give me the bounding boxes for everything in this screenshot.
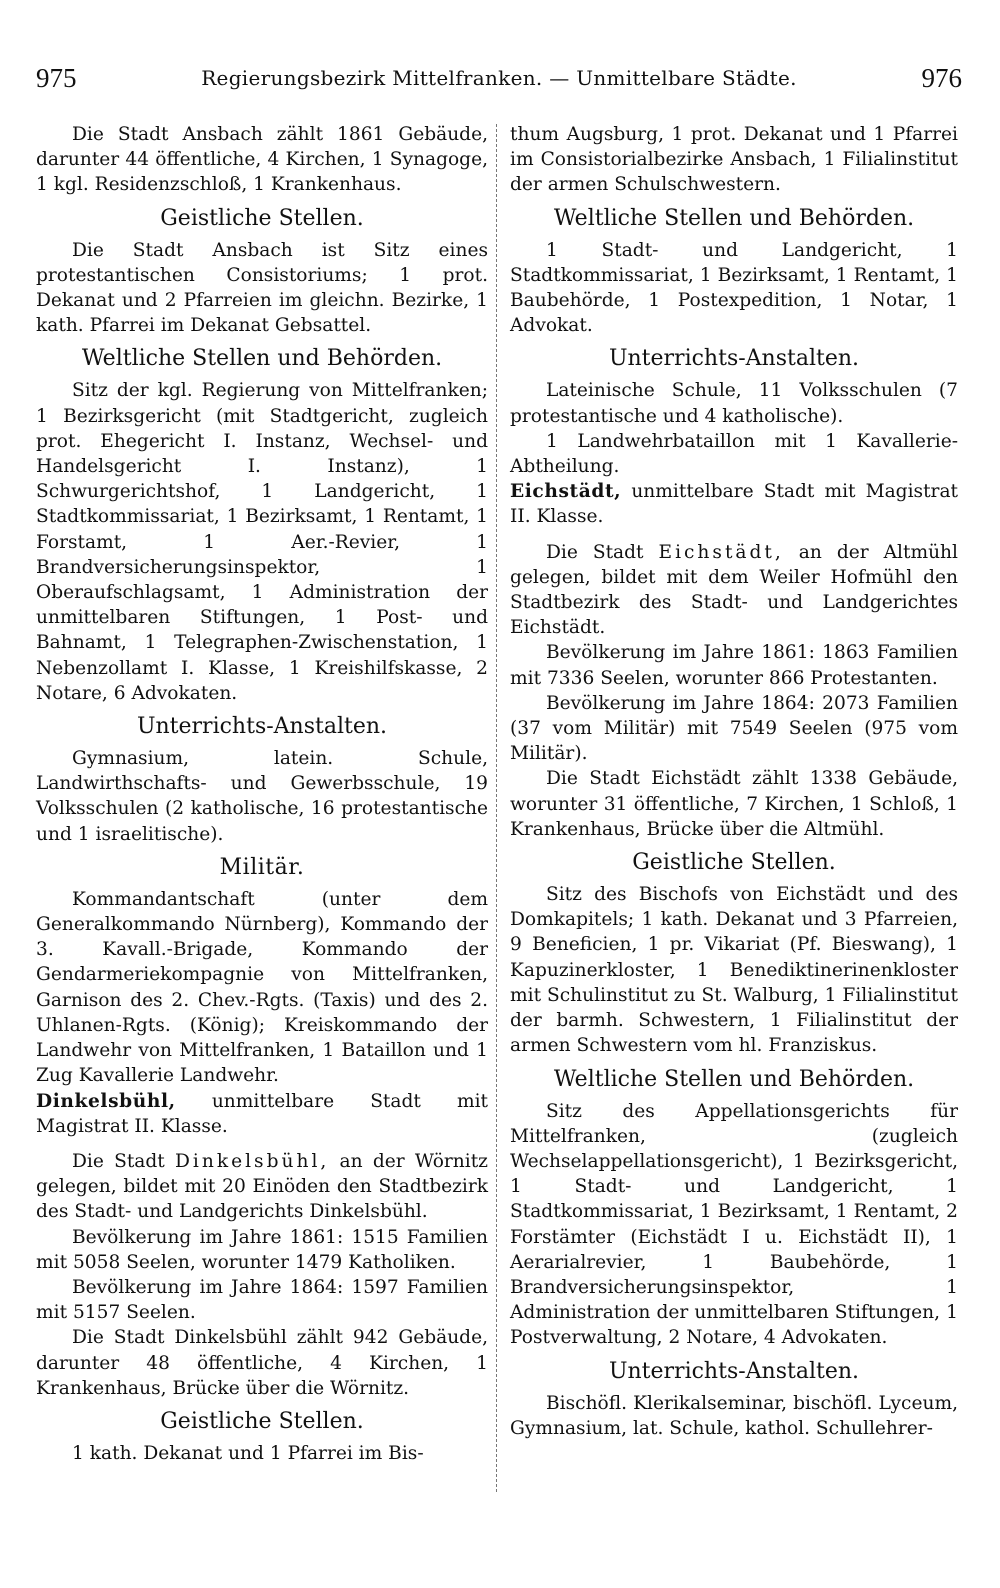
intro-place-spaced: Dinkelsbühl, bbox=[175, 1150, 330, 1172]
paragraph-ansbach-unterricht: Gymnasium, latein. Schule, Landwirthschafts- und Gewerbsschule, 19 Volksschulen (2 katholische, 16 protestantische und 1 israelitische). bbox=[36, 748, 488, 845]
paragraph-dinkelsbuehl-militaer: 1 Landwehrbataillon mit 1 Kavallerie-Abtheilung. bbox=[510, 430, 958, 478]
place-name-eichstaett: Eichstädt, bbox=[510, 481, 622, 503]
page-header bbox=[36, 58, 962, 98]
entry-dinkelsbuehl bbox=[36, 1089, 488, 1139]
intro-text-rest: an der Altmühl gelegen, bildet mit dem Weiler Hofmühl den Stadtbezirk des Stadt- und Landgerichtes Eichstädt. bbox=[510, 541, 958, 639]
paragraph-dinkelsbuehl-buildings: Die Stadt Dinkelsbühl zählt 942 Gebäude, darunter 48 öffentliche, 4 Kirchen, 1 Krankenhaus, Brücke über die Wörnitz. bbox=[36, 1327, 488, 1399]
page-number-left: 975 bbox=[36, 62, 77, 93]
paragraph-dinkelsbuehl-intro bbox=[36, 1149, 488, 1225]
paragraph-eichstaett-weltliche: Sitz des Appellationsgerichts für Mittelfranken, (zugleich Wechselappellationsgericht), 1 Bezirksgericht, 1 Stadt- und Landgericht, 1 Stadtkommissariat, 1 Bezirksamt, 1 Rentamt, 2 Forstämter (Eichstädt I u. Eichstädt II), 1 Aerarialrevier, 1 Baubehörde, 1 Brandversicherungsinspektor, 1 Administration der unmittelbaren Stiftungen, 1 Postverwaltung, 2 Notare, 4 Advokaten. bbox=[510, 1100, 958, 1349]
paragraph-dinkelsbuehl-pop-1864: Bevölkerung im Jahre 1864: 1597 Familien mit 5157 Seelen. bbox=[36, 1276, 488, 1324]
paragraph-ansbach-buildings: Die Stadt Ansbach zählt 1861 Gebäude, darunter 44 öffentliche, 4 Kirchen, 1 Synagoge, 1 kgl. Residenzschloß, 1 Krankenhaus. bbox=[36, 124, 488, 196]
paragraph-dinkelsbuehl-pop-1861: Bevölkerung im Jahre 1861: 1515 Familien mit 5058 Seelen, worunter 1479 Katholiken. bbox=[36, 1226, 488, 1273]
paragraph-eichstaett-pop-1861: Bevölkerung im Jahre 1861: 1863 Familien mit 7336 Seelen, worunter 866 Protestanten. bbox=[510, 642, 958, 689]
intro-text: Die Stadt bbox=[72, 1150, 165, 1172]
paragraph-dinkelsbuehl-geistliche-cont: thum Augsburg, 1 prot. Dekanat und 1 Pfarrei im Consistorialbezirke Ansbach, 1 Filialinstitut der armen Schulschwestern. bbox=[510, 124, 958, 196]
intro-place-spaced: Eichstädt, bbox=[658, 541, 784, 563]
spacer bbox=[510, 530, 958, 540]
section-heading-weltliche: Weltliche Stellen und Behörden. bbox=[553, 1066, 915, 1092]
column-divider bbox=[496, 124, 497, 1492]
section-heading-unterricht: Unterrichts-Anstalten. bbox=[608, 1358, 860, 1384]
left-column bbox=[36, 122, 488, 1466]
section-heading-geistliche: Geistliche Stellen. bbox=[160, 1408, 364, 1434]
section-heading-militaer: Militär. bbox=[219, 854, 305, 880]
paragraph-eichstaett-intro bbox=[510, 540, 958, 641]
section-heading-geistliche: Geistliche Stellen. bbox=[160, 205, 364, 231]
paragraph-eichstaett-buildings: Die Stadt Eichstädt zählt 1338 Gebäude, worunter 31 öffentliche, 7 Kirchen, 1 Schloß, 1 Krankenhaus, Brücke über die Altmühl. bbox=[510, 768, 958, 840]
section-heading-weltliche: Weltliche Stellen und Behörden. bbox=[553, 205, 915, 231]
paragraph-ansbach-weltliche: Sitz der kgl. Regierung von Mittelfranken; 1 Bezirksgericht (mit Stadtgericht, zugleich prot. Ehegericht I. Instanz, Wechsel- und Handelsgericht I. Instanz), 1 Schwurgerichtshof, 1 Landgericht, 1 Stadtkommissariat, 1 Bezirksamt, 1 Rentamt, 1 Forstamt, 1 Aer.-Revier, 1 Brandversicherungsinspektor, 1 Oberaufschlagsamt, 1 Administration der unmittelbaren Stiftungen, 1 Post- und Bahnamt, 1 Telegraphen-Zwischenstation, 1 Nebenzollamt I. Klasse, 1 Kreishilfskasse, 2 Notare, 6 Advokaten. bbox=[36, 380, 488, 704]
spacer bbox=[36, 1139, 488, 1149]
place-description: unmittelbare Stadt mit Magistrat II. Klasse. bbox=[36, 1090, 488, 1137]
place-name-dinkelsbuehl: Dinkelsbühl, bbox=[36, 1090, 176, 1112]
paragraph-eichstaett-pop-1864: Bevölkerung im Jahre 1864: 2073 Familien (37 vom Militär) mit 7549 Seelen (975 vom Militär). bbox=[510, 692, 958, 765]
entry-eichstaett bbox=[510, 479, 958, 529]
intro-text-rest: an der Wörnitz gelegen, bildet mit 20 Einöden den Stadtbezirk des Stadt- und Landgerichts Dinkelsbühl. bbox=[36, 1150, 488, 1223]
paragraph-dinkelsbuehl-weltliche: 1 Stadt- und Landgericht, 1 Stadtkommissariat, 1 Bezirksamt, 1 Rentamt, 1 Baubehörde, 1 Postexpedition, 1 Notar, 1 Advokat. bbox=[510, 239, 958, 337]
paragraph-dinkelsbuehl-geistliche: 1 kath. Dekanat und 1 Pfarrei im Bis- bbox=[72, 1442, 424, 1464]
section-heading-geistliche: Geistliche Stellen. bbox=[632, 850, 836, 876]
page-number-right: 976 bbox=[921, 62, 962, 93]
paragraph-ansbach-geistliche: Die Stadt Ansbach ist Sitz eines protestantischen Consistoriums; 1 prot. Dekanat und 2 Pfarreien im gleichn. Bezirke, 1 kath. Pfarrei im Dekanat Gebsattel. bbox=[36, 239, 488, 337]
paragraph-eichstaett-geistliche: Sitz des Bischofs von Eichstädt und des Domkapitels; 1 kath. Dekanat und 3 Pfarreien, 9 Beneficien, 1 pr. Vikariat (Pf. Bieswang), 1 Kapuzinerkloster, 1 Benediktinerinenkloster mit Schulinstitut zu St. Walburg, 1 Filialinstitut der barmh. Schwestern, 1 Filialinstitut der armen Schwestern vom hl. Franziskus. bbox=[510, 884, 958, 1057]
place-description: unmittelbare Stadt mit Magistrat II. Klasse. bbox=[510, 481, 958, 528]
section-heading-unterricht: Unterrichts-Anstalten. bbox=[136, 714, 388, 740]
paragraph-eichstaett-unterricht: Bischöfl. Klerikalseminar, bischöfl. Lyceum, Gymnasium, lat. Schule, kathol. Schullehrer- bbox=[510, 1392, 958, 1439]
section-heading-unterricht: Unterrichts-Anstalten. bbox=[608, 346, 860, 372]
paragraph-ansbach-militaer: Kommandantschaft (unter dem Generalkommando Nürnberg), Kommando der 3. Kavall.-Brigade, Kommando der Gendarmeriekompagnie von Mittelfranken, Garnison des 2. Chev.-Rgts. (Taxis) und des 2. Uhlanen-Rgts. (König); Kreiskommando der Landwehr von Mittelfranken, 1 Bataillon und 1 Zug Kavallerie Landwehr. bbox=[36, 888, 488, 1087]
section-heading-weltliche: Weltliche Stellen und Behörden. bbox=[81, 346, 443, 372]
paragraph-dinkelsbuehl-unterricht: Lateinische Schule, 11 Volksschulen (7 protestantische und 4 katholische). bbox=[510, 380, 958, 427]
running-title: Regierungsbezirk Mittelfranken. — Unmittelbare Städte. bbox=[201, 66, 797, 90]
right-column bbox=[510, 122, 958, 1441]
intro-text: Die Stadt bbox=[546, 541, 644, 563]
